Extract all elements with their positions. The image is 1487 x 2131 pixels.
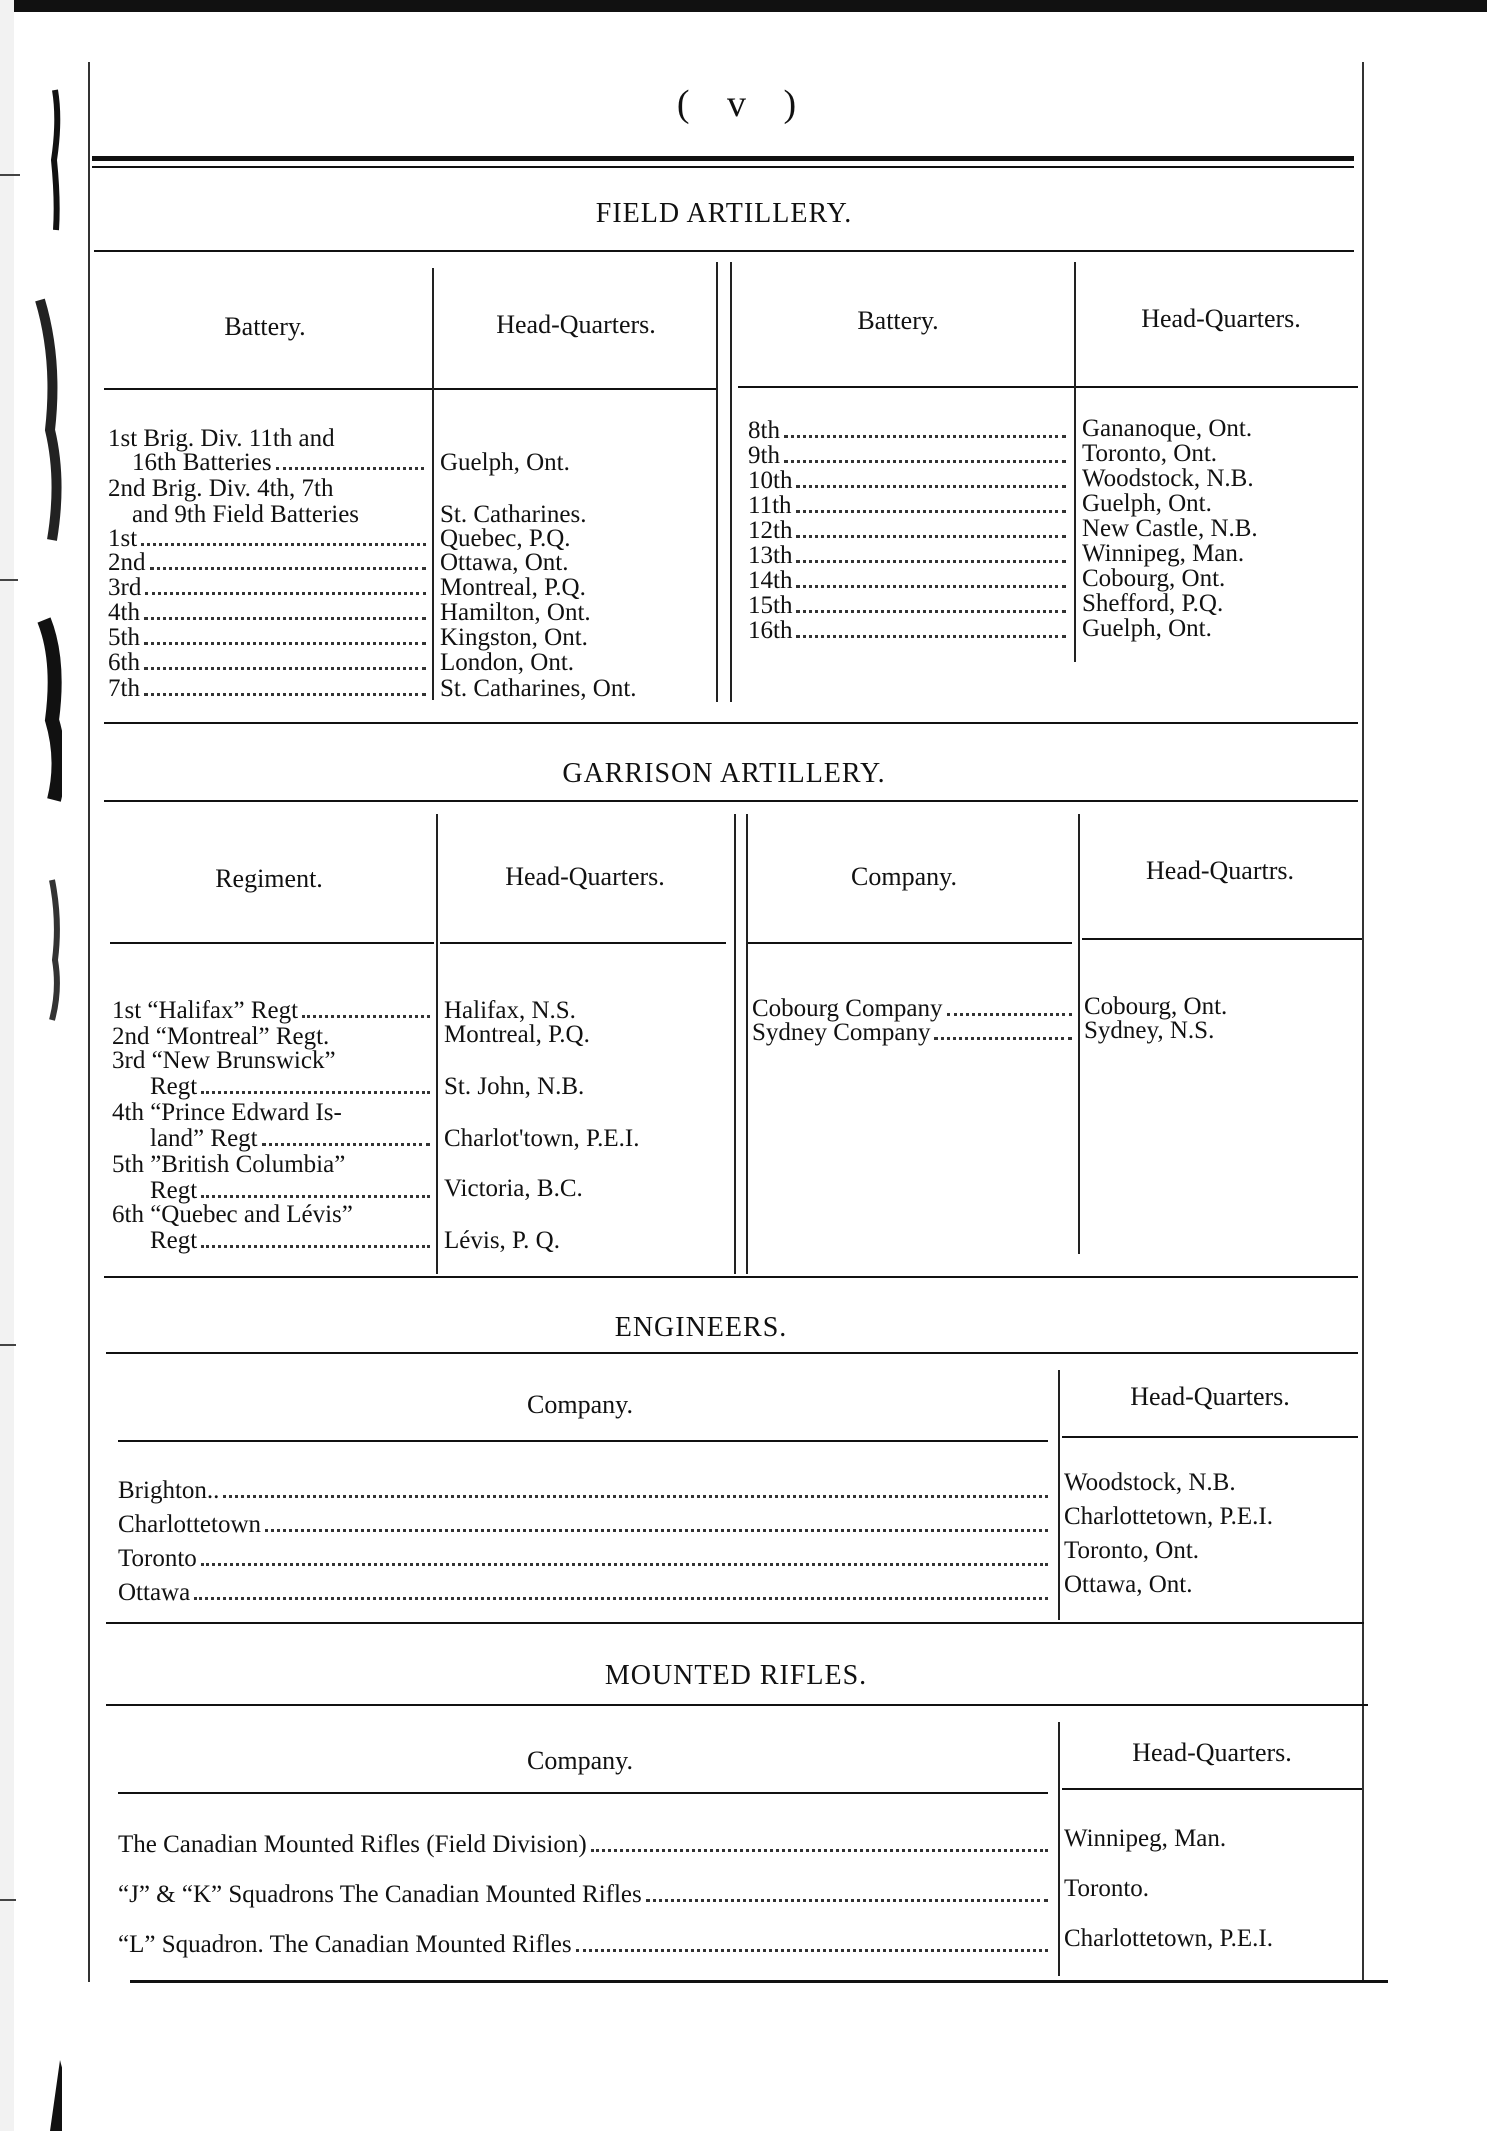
table-row: The Canadian Mounted Rifles (Field Division) <box>118 1832 1052 1857</box>
page-top-edge <box>0 0 1487 12</box>
mounted-rifles-company-header: Company. <box>527 1746 633 1775</box>
table-row: 4th “Prince Edward Is- <box>112 1099 342 1126</box>
hq-header-left: Head-Quarters. <box>496 310 656 339</box>
header-rule <box>92 156 1354 161</box>
hq-cell: Charlottetown, P.E.I. <box>1064 1503 1274 1530</box>
table-row: 2nd Brig. Div. 4th, 7th <box>108 475 334 502</box>
hq-cell: St. Catharines. <box>440 501 587 528</box>
mounted-rifles-top-rule <box>106 1704 1368 1706</box>
table-row: 15th <box>748 593 1070 618</box>
field-artillery-header-rule-left <box>104 388 718 390</box>
table-row: 6th <box>108 650 430 675</box>
table-row: 5th <box>108 625 430 650</box>
hq-cell: Cobourg, Ont. <box>1082 565 1226 592</box>
garrison-col-divider-1 <box>436 814 438 1274</box>
table-row: Regt <box>150 1178 434 1203</box>
table-row: 1st <box>108 526 430 551</box>
table-row: 12th <box>748 518 1070 543</box>
table-row: 16th <box>748 618 1070 643</box>
engineers-header-rule-right <box>1062 1436 1358 1438</box>
garrison-header-rule-4 <box>1082 938 1362 940</box>
hq-cell: Winnipeg, Man. <box>1082 540 1245 567</box>
hq-cell: Winnipeg, Man. <box>1064 1825 1227 1852</box>
hq-cell: Halifax, N.S. <box>444 997 576 1024</box>
hq-cell: New Castle, N.B. <box>1082 515 1258 542</box>
table-row: 13th <box>748 543 1070 568</box>
hq-cell: Hamilton, Ont. <box>440 599 591 626</box>
hq-cell: Guelph, Ont. <box>1082 615 1212 642</box>
garrison-header-rule-3 <box>748 942 1072 944</box>
hq-cell: Ottawa, Ont. <box>1064 1571 1193 1598</box>
field-col-divider-4 <box>1074 262 1076 662</box>
battery-header-right: Battery. <box>857 306 939 335</box>
company-header-garrison: Company. <box>851 862 957 891</box>
mounted-rifles-hq-header: Head-Quarters. <box>1132 1738 1292 1767</box>
hq-cell: Gananoque, Ont. <box>1082 415 1253 442</box>
binding-edge-marks <box>0 0 62 2131</box>
mounted-rifles-col-divider <box>1058 1722 1060 1976</box>
table-row: 3rd <box>108 575 430 600</box>
table-row: Regt <box>150 1228 434 1253</box>
hq-cell: Sydney, N.S. <box>1084 1017 1215 1044</box>
hq-cell: Woodstock, N.B. <box>1064 1469 1236 1496</box>
table-row: Sydney Company <box>752 1020 1076 1045</box>
garrison-col-divider-4 <box>1078 814 1080 1254</box>
field-artillery-bottom-rule <box>104 722 1358 724</box>
table-row: 5th ”British Columbia” <box>112 1151 346 1178</box>
hq-cell: Shefford, P.Q. <box>1082 590 1224 617</box>
mounted-rifles-header-rule-right <box>1062 1788 1362 1790</box>
mounted-rifles-title: MOUNTED RIFLES. <box>604 1660 868 1691</box>
table-row: 4th <box>108 600 430 625</box>
table-row: Ottawa <box>118 1580 1052 1605</box>
hq-cell: Victoria, B.C. <box>444 1175 583 1202</box>
table-row: 1st “Halifax” Regt <box>112 998 434 1023</box>
table-row: 8th <box>748 418 1070 443</box>
hq-cell: Montreal, P.Q. <box>444 1021 590 1048</box>
hq-header-company: Head-Quartrs. <box>1146 856 1294 885</box>
table-row: 1st Brig. Div. 11th and <box>108 425 335 452</box>
table-row: Charlottetown <box>118 1512 1052 1537</box>
hq-cell: Lévis, P. Q. <box>444 1227 560 1254</box>
page-number: ( v ) <box>676 83 811 125</box>
hq-cell: Charlottetown, P.E.I. <box>1064 1925 1274 1952</box>
field-artillery-top-rule <box>94 250 1354 252</box>
garrison-header-rule-1 <box>110 942 434 944</box>
hq-cell: Ottawa, Ont. <box>440 549 569 576</box>
table-row: 11th <box>748 493 1070 518</box>
hq-cell: London, Ont. <box>440 649 575 676</box>
garrison-col-divider-3 <box>746 814 748 1274</box>
table-row: Regt <box>150 1074 434 1099</box>
hq-cell: St. John, N.B. <box>444 1073 585 1100</box>
table-row: Cobourg Company <box>752 996 1076 1021</box>
regiment-header: Regiment. <box>215 864 323 893</box>
header-rule-thin <box>92 166 1354 168</box>
table-row: and 9th Field Batteries <box>132 501 360 528</box>
hq-cell: Toronto, Ont. <box>1064 1537 1200 1564</box>
table-row: 6th “Quebec and Lévis” <box>112 1201 353 1228</box>
field-artillery-title: FIELD ARTILLERY. <box>595 198 853 229</box>
hq-cell: Quebec, P.Q. <box>440 525 571 552</box>
table-row: 16th Batteries <box>132 450 428 475</box>
battery-header-left: Battery. <box>224 312 306 341</box>
hq-cell: Woodstock, N.B. <box>1082 465 1254 492</box>
hq-cell: St. Catharines, Ont. <box>440 675 637 702</box>
engineers-hq-header: Head-Quarters. <box>1130 1382 1290 1411</box>
engineers-col-divider <box>1058 1370 1060 1620</box>
engineers-header-rule-left <box>118 1440 1048 1442</box>
hq-header-regiment: Head-Quarters. <box>505 862 665 891</box>
table-row: “J” & “K” Squadrons The Canadian Mounted Rifles <box>118 1882 1052 1907</box>
hq-cell: Guelph, Ont. <box>440 449 570 476</box>
table-row: 10th <box>748 468 1070 493</box>
field-col-divider-2 <box>716 262 718 702</box>
field-artillery-header-rule-right <box>738 386 1358 388</box>
table-row: Brighton.. <box>118 1478 1052 1503</box>
hq-cell: Montreal, P.Q. <box>440 574 586 601</box>
engineers-title: ENGINEERS. <box>614 1312 788 1343</box>
table-row: 3rd “New Brunswick” <box>112 1047 336 1074</box>
page-bottom-rule <box>130 1980 1388 1983</box>
mounted-rifles-header-rule-left <box>118 1792 1048 1794</box>
hq-cell: Cobourg, Ont. <box>1084 993 1228 1020</box>
field-col-divider-1 <box>432 268 434 700</box>
hq-cell: Toronto. <box>1064 1875 1150 1902</box>
table-row: 14th <box>748 568 1070 593</box>
table-row: 9th <box>748 443 1070 468</box>
hq-cell: Toronto, Ont. <box>1082 440 1218 467</box>
field-col-divider-3 <box>730 262 732 702</box>
engineers-top-rule <box>106 1352 1358 1354</box>
hq-header-right: Head-Quarters. <box>1141 304 1301 333</box>
hq-cell: Charlot'town, P.E.I. <box>444 1125 640 1152</box>
engineers-bottom-rule <box>106 1622 1364 1624</box>
table-row: 2nd <box>108 550 430 575</box>
garrison-header-rule-2 <box>440 942 726 944</box>
garrison-artillery-bottom-rule <box>104 1276 1358 1278</box>
table-row: land” Regt <box>150 1126 434 1151</box>
garrison-col-divider-2 <box>734 814 736 1274</box>
hq-cell: Guelph, Ont. <box>1082 490 1212 517</box>
garrison-artillery-title: GARRISON ARTILLERY. <box>562 758 886 789</box>
table-row: 2nd “Montreal” Regt. <box>112 1023 330 1050</box>
table-row: 7th <box>108 676 430 701</box>
table-row: “L” Squadron. The Canadian Mounted Rifles <box>118 1932 1052 1957</box>
garrison-artillery-top-rule <box>104 800 1358 802</box>
hq-cell: Kingston, Ont. <box>440 624 588 651</box>
engineers-company-header: Company. <box>527 1390 633 1419</box>
table-row: Toronto <box>118 1546 1052 1571</box>
